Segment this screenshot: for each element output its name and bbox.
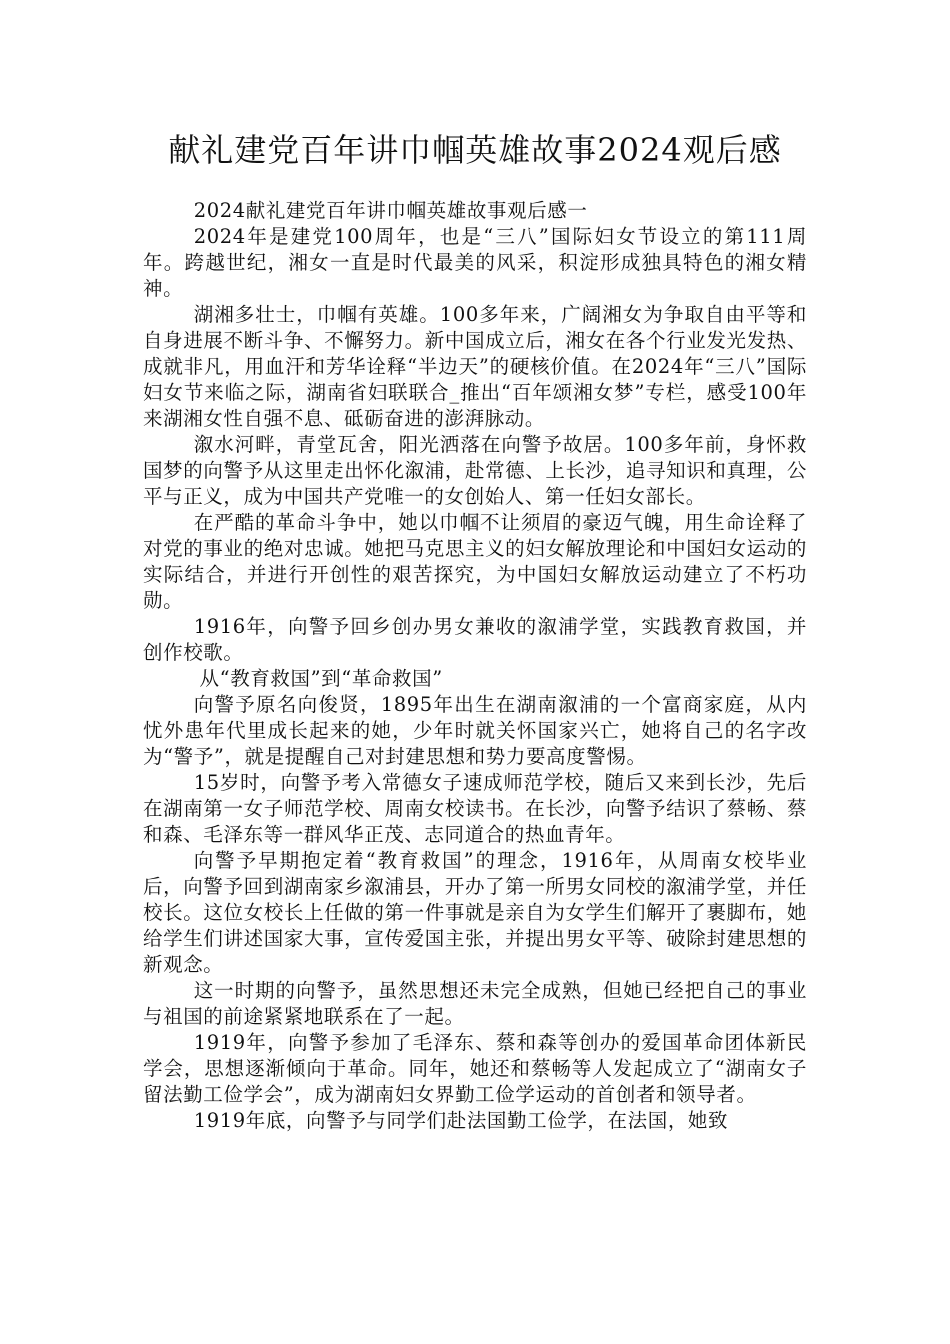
paragraph: 在严酷的革命斗争中，她以巾帼不让须眉的豪迈气魄，用生命诠释了对党的事业的绝对忠诚。她把马克思主义的妇女解放理论和中国妇女运动的实际结合，并进行开创性的艰苦探究，为中国妇女解放运动建立了不朽功勋。 bbox=[143, 511, 807, 612]
document-title: 献礼建党百年讲巾帼英雄故事2024观后感 bbox=[168, 131, 782, 169]
subheading: 从“教育救国”到“革命救国” bbox=[199, 667, 443, 690]
paragraph: 2024年是建党100周年，也是“三八”国际妇女节设立的第111周年。跨越世纪，湘女一直是时代最美的风采，积淀形成独具特色的湘女精神。 bbox=[143, 225, 807, 300]
paragraph: 1916年，向警予回乡创办男女兼收的溆浦学堂，实践教育救国，并创作校歌。 bbox=[143, 615, 807, 664]
paragraph: 湖湘多壮士，巾帼有英雄。100多年来，广阔湘女为争取自由平等和自身进展不断斗争、不懈努力。新中国成立后，湘女在各个行业发光发热、成就非凡，用血汗和芳华诠释“半边天”的硬核价值。在2024年“三八”国际妇女节来临之际，湖南省妇联联合_推出“百年颂湘女梦”专栏，感受100年来湖湘女性自强不息、砥砺奋进的澎湃脉动。 bbox=[143, 303, 807, 430]
paragraph: 溆水河畔，青堂瓦舍，阳光洒落在向警予故居。100多年前，身怀救国梦的向警予从这里走出怀化溆浦，赴常德、上长沙，追寻知识和真理，公平与正义，成为中国共产党唯一的女创始人、第一任妇女部长。 bbox=[143, 433, 807, 508]
document-body bbox=[143, 198, 807, 1134]
paragraph: 向警予早期抱定着“教育救国”的理念，1916年，从周南女校毕业后，向警予回到湖南家乡溆浦县，开办了第一所男女同校的溆浦学堂，并任校长。这位女校长上任做的第一件事就是亲自为女学生们解开了裹脚布，她给学生们讲述国家大事，宣传爱国主张，并提出男女平等、破除封建思想的新观念。 bbox=[143, 849, 807, 976]
paragraph: 这一时期的向警予，虽然思想还未完全成熟，但她已经把自己的事业与祖国的前途紧紧地联系在了一起。 bbox=[143, 979, 807, 1028]
paragraph: 向警予原名向俊贤，1895年出生在湖南溆浦的一个富商家庭，从内忧外患年代里成长起来的她，少年时就关怀国家兴亡，她将自己的名字改为“警予”，就是提醒自己对封建思想和势力要高度警惕。 bbox=[143, 693, 807, 768]
paragraph: 15岁时，向警予考入常德女子速成师范学校，随后又来到长沙，先后在湖南第一女子师范学校、周南女校读书。在长沙，向警予结识了蔡畅、蔡和森、毛泽东等一群风华正茂、志同道合的热血青年。 bbox=[143, 771, 807, 846]
paragraph: 1919年底，向警予与同学们赴法国勤工俭学，在法国，她致 bbox=[193, 1109, 729, 1132]
paragraph: 1919年，向警予参加了毛泽东、蔡和森等创办的爱国革命团体新民学会，思想逐渐倾向于革命。同年，她还和蔡畅等人发起成立了“湖南女子留法勤工俭学会”，成为湖南妇女界勤工俭学运动的首创者和领导者。 bbox=[143, 1031, 807, 1106]
section-heading: 2024献礼建党百年讲巾帼英雄故事观后感一 bbox=[193, 199, 588, 222]
